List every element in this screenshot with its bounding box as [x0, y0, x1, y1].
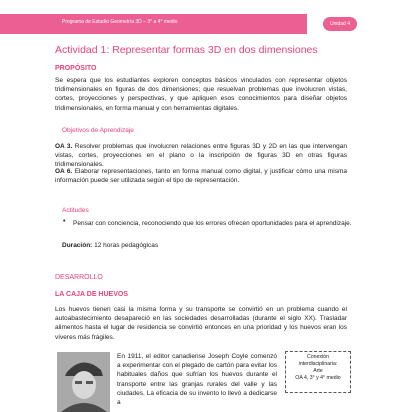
objectives-heading: Objetivos de Aprendizaje	[62, 127, 134, 134]
oa6-text: Elaborar representaciones, tanto en forma manual como digital, y justificar cómo una misma información puede ser utilizada según el tipo de representación.	[55, 168, 347, 185]
story-paragraph: En 1911, el editor canadiense Joseph Coyle comenzó a experimentar con el plegado de cartón para evitar los habituales daños que sufrían los huevos durante el transporte entre las granjas rurales del valle y las ciudades. La eficacia de su invento lo llevó a dedicarse a	[117, 353, 277, 407]
connection-line3: Arte	[313, 368, 323, 374]
page-title: Actividad 1: Representar formas 3D en dos dimensiones	[55, 44, 318, 56]
breadcrumb: Programa de Estudio Geometría 3D – 3° a 4° medio	[62, 19, 178, 25]
duration-value: 12 horas pedagógicas	[92, 242, 159, 249]
purpose-text: Se espera que los estudiantes exploren conceptos básicos vinculados con representar objetos tridimensionales en figuras de dos dimensiones; que resuelvan problemas que involucren vistas, cortes, proyecciones y perspectivas, y que apliquen esos conocimientos para diseñar objetos tridimensionales, en forma manual y con herramientas digitales.	[55, 77, 347, 112]
attitudes-heading: Actitudes	[62, 207, 89, 214]
oa6-code: OA 6.	[55, 168, 73, 175]
oa3-text: Resolver problemas que involucren relaciones entre figuras 3D y 2D en las que intervengan vistas, cortes, proyecciones en el plano o la inscripción de figuras 3D en otras figuras tridimensionales.	[55, 143, 347, 169]
portrait-photo	[57, 352, 110, 412]
duration	[62, 242, 158, 249]
portrait-image	[57, 352, 110, 412]
interdisciplinary-connection-box	[285, 351, 351, 393]
header-bar	[0, 14, 400, 34]
bullet-icon: •	[63, 218, 66, 225]
development-heading: DESARROLLO	[55, 274, 103, 281]
unit-badge: Unidad 4	[323, 17, 357, 31]
connection-line1: Conexión	[307, 354, 329, 360]
intro-paragraph: Los huevos tienen casi la misma forma y su transporte se convirtió en un problema cuando el autoabastecimiento desapareció en las sociedades desarrolladas (durante el siglo XX). Trasladar alimentos hasta el lugar de residencia se convirtió entonces en una prioridad y los huevos eran los víveres más frágiles.	[55, 306, 347, 341]
development-subheading: LA CAJA DE HUEVOS	[55, 291, 128, 298]
connection-line4: OA 4, 3° y 4° medio	[295, 375, 341, 381]
objective-oa3	[55, 142, 347, 170]
objective-oa6	[55, 167, 347, 185]
purpose-heading: PROPÓSITO	[55, 65, 97, 72]
connection-line2: interdisciplinaria:	[298, 361, 338, 367]
oa3-code: OA 3.	[55, 143, 73, 150]
duration-label: Duración:	[62, 242, 93, 249]
attitude-item: Pensar con conciencia, reconociendo que los errores ofrecen oportunidades para el aprendizaje.	[73, 220, 352, 227]
